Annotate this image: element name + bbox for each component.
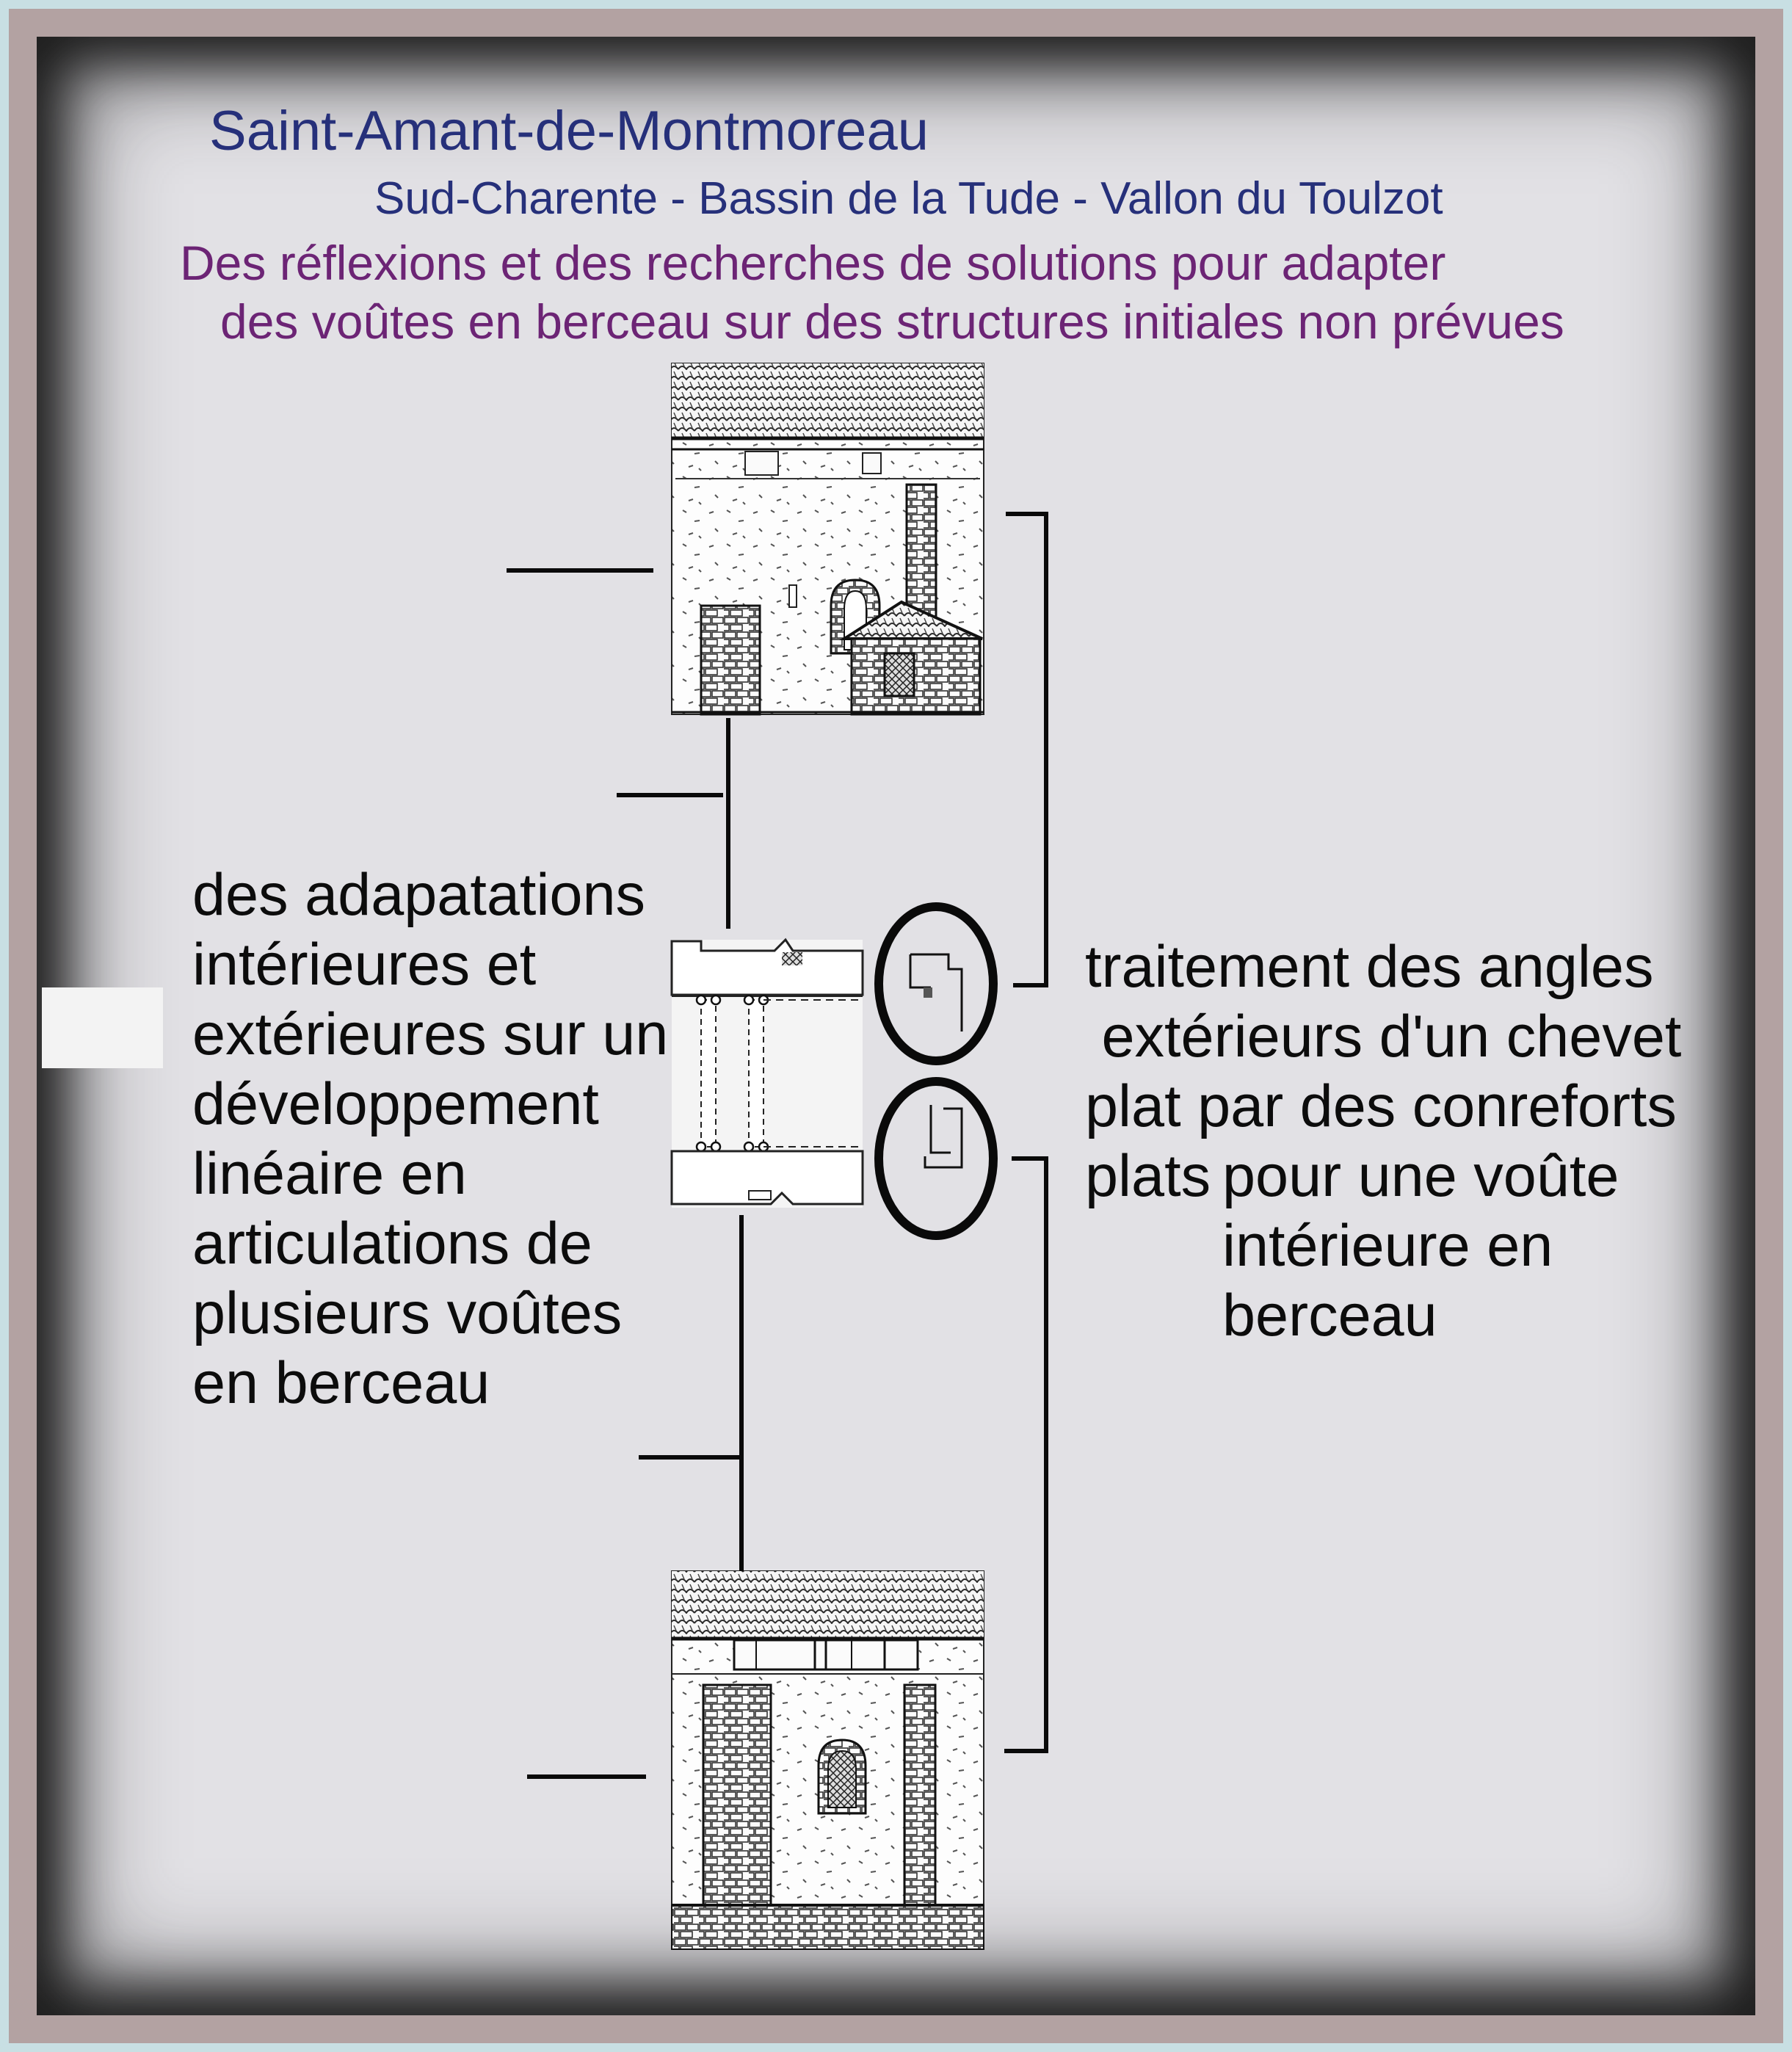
left-annotation-line: développement xyxy=(192,1071,599,1137)
plan-drawing xyxy=(672,940,962,1208)
elevation-drawing-bottom xyxy=(672,1571,984,1949)
right-annotation-continuation-line: intérieure en xyxy=(1222,1213,1553,1279)
description-line-2: des voûtes en berceau sur des structures initiales non prévues xyxy=(220,294,1564,349)
right-annotation-line: plats xyxy=(1085,1143,1211,1209)
description-line-1: Des réflexions et des recherches de solutions pour adapter xyxy=(180,236,1446,290)
left-annotation-line: extérieures sur un xyxy=(192,1001,669,1067)
white-label-patch xyxy=(42,987,163,1068)
left-annotation-line: articulations de xyxy=(192,1211,592,1277)
right-annotation-continuation-line: berceau xyxy=(1222,1283,1437,1349)
right-annotation-continuation xyxy=(1222,1142,1619,1351)
left-annotation-line: en berceau xyxy=(192,1350,490,1416)
left-annotation-line: linéaire en xyxy=(192,1141,467,1207)
left-annotation-line: des adapatations xyxy=(192,862,645,928)
page-title: Saint-Amant-de-Montmoreau xyxy=(209,100,929,162)
right-annotation-continuation-line: pour une voûte xyxy=(1222,1143,1619,1209)
left-annotation-line: intérieures et xyxy=(192,932,537,998)
page-subtitle: Sud-Charente - Bassin de la Tude - Vallon du Toulzot xyxy=(374,173,1443,224)
right-annotation-line: traitement des angles xyxy=(1085,934,1654,1000)
corner-highlight-ellipse-bottom xyxy=(879,1081,993,1236)
right-annotation-line: plat par des conreforts xyxy=(1085,1073,1677,1139)
corner-highlight-ellipse-top xyxy=(879,907,993,1061)
elevation-drawing-top xyxy=(672,363,984,714)
left-annotation xyxy=(192,860,668,1418)
left-annotation-line: plusieurs voûtes xyxy=(192,1280,623,1346)
right-annotation-line: extérieurs d'un chevet xyxy=(1085,1004,1682,1070)
